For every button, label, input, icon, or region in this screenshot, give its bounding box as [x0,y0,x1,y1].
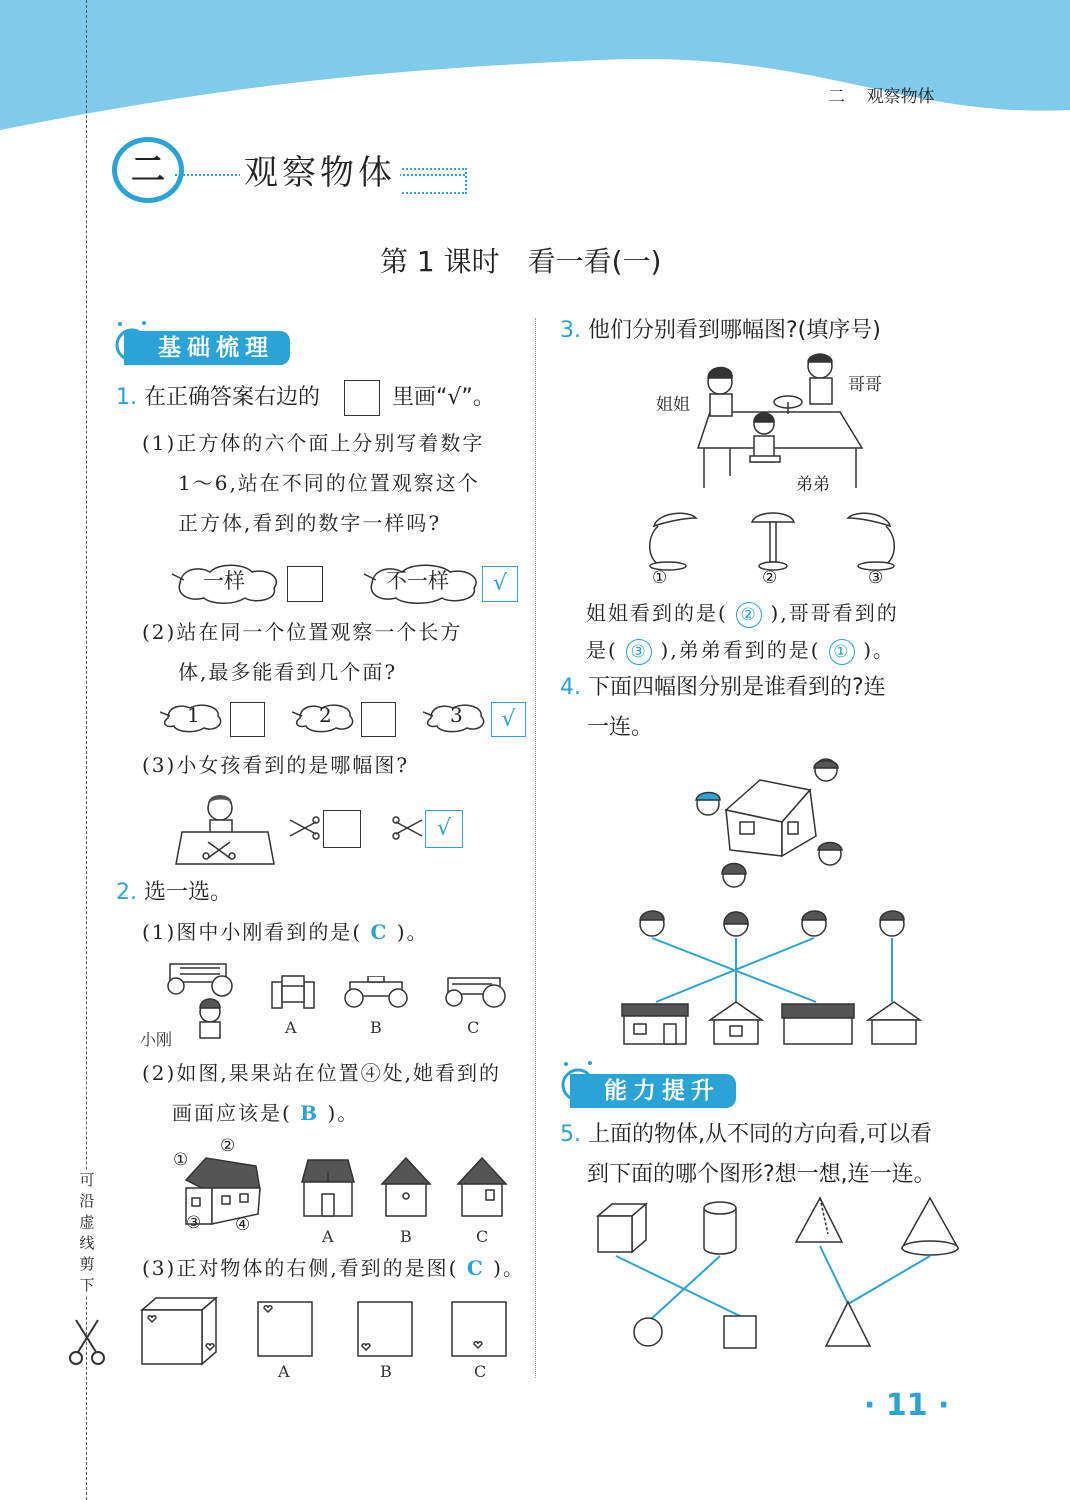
q3-prompt [560,316,881,346]
q2-pos2: ② [220,1136,236,1156]
q3-answer-line2 [586,630,895,670]
header-section-title: 观察物体 [866,87,935,107]
cube-illustration [140,1296,218,1368]
square-view-c-illustration [450,1300,508,1358]
q2-p1-text-a: (1)图中小刚看到的是( [142,920,363,944]
q5-line2: 到下面的哪个图形?想一想,连一连。 [587,1162,936,1187]
q4-house-view-3-illustration [780,1002,856,1046]
q3-small-brother-label: 弟弟 [796,475,830,495]
q1-prompt-box [344,380,380,416]
q1-p2-option-2: 2 [319,703,332,727]
q4-line2: 一连。 [587,715,654,740]
lamp-view-1-illustration [644,508,704,572]
q4-house-view-1-illustration [620,1002,690,1046]
header-wave [0,0,1070,135]
q1-prompt-b: 里画“√”。 [392,385,495,410]
q2-p2-answer: B [300,1101,320,1125]
q2-p1-label-b: B [370,1018,382,1037]
q3-lamp-label-3: ③ [868,568,884,588]
lamp-view-3-illustration [840,508,900,572]
q1-p2-box-1[interactable] [230,702,265,737]
q2-p2-label-b: B [400,1227,412,1246]
header-section-number: 二 [828,87,845,107]
q1-p1-check: √ [492,571,508,596]
house-kids-illustration [680,750,860,890]
square-view-a-illustration [256,1300,314,1358]
q3-answer-small-brother: ① [829,639,855,665]
q2-number: 2. [116,880,137,905]
house-view-b-illustration [380,1156,432,1220]
q2-pos4: ④ [235,1215,251,1235]
q2-p3-label-a: A [278,1362,290,1381]
scissors-option-b-icon [390,816,426,840]
table-scene-illustration [690,352,870,498]
q1-prompt-a: 在正确答案右边的 [144,385,321,410]
q2-p2-line2 [172,1093,359,1133]
q1-p2-option-1: 1 [187,703,200,727]
tractor-view-b-illustration [338,976,414,1010]
q4-line1-text: 下面四幅图分别是谁看到的?连 [588,675,886,700]
q2-p3-answer: C [466,1256,485,1280]
q2-title-text: 选一选。 [144,880,233,905]
q1-p1-box-different[interactable] [482,566,518,602]
scissors-icon [68,1318,106,1366]
q1-p3-check: √ [436,816,452,841]
q2-p3 [142,1248,525,1288]
q2-p1 [142,912,429,952]
q2-p1-label-c: C [467,1018,480,1037]
q5-line1-text: 上面的物体,从不同的方向看,可以看 [588,1122,932,1147]
q1-p3-line1: (3)小女孩看到的是哪幅图? [142,753,410,777]
q1-p2-box-2[interactable] [361,702,396,737]
cut-text: 可沿虚线剪下 [76,1170,98,1296]
q1-p2-option-3: 3 [450,703,463,727]
q3-lamp-label-2: ② [762,568,778,588]
q1-p1-line1: (1)正方体的六个面上分别写着数字 [142,431,485,455]
q1-prompt [116,383,320,413]
q3-lamp-label-1: ① [652,568,668,588]
q1-p1-line3: 正方体,看到的数字一样吗? [178,511,442,535]
page-number: · 11 · [864,1388,950,1423]
scissors-option-a-icon [286,816,322,840]
q1-p3-box-a[interactable] [323,810,361,848]
q1-p2-check: √ [501,707,516,732]
q1-number: 1. [116,385,137,410]
q2-p3-label-c: C [474,1362,487,1381]
q2-p2-line1: (2)如图,果果站在位置④处,她看到的 [142,1061,502,1085]
q3-line2-text-b: ),弟弟看到的是( [660,638,821,662]
q2-p1-answer: C [370,920,389,944]
q5-solids-illustration [590,1196,960,1356]
lamp-view-2-illustration [748,508,798,572]
q2-p2-text-b: )。 [327,1101,360,1125]
q2-p2-label-a: A [322,1227,334,1246]
q2-p1-person-label: 小刚 [140,1030,173,1049]
q5-number: 5. [560,1122,581,1147]
girl-at-table-illustration [172,790,278,868]
unit-title-frame [395,168,467,194]
q3-number: 3. [560,318,581,343]
q1-p1-option-different: 不一样 [386,569,449,593]
house-view-a-illustration [300,1158,356,1220]
unit-number: 二 [131,150,165,190]
q4-line1 [560,673,886,703]
q3-answer-line1 [586,593,899,633]
tractor-view-c-illustration [436,972,512,1010]
q3-line2-text-a: 是( [586,638,618,662]
q1-p2-box-3[interactable] [491,702,526,737]
tractor-view-a-illustration [268,972,318,1012]
section-basic-label: 基础梳理 [124,331,290,365]
q3-sister-label: 姐姐 [656,395,690,415]
q3-line2-text-c: )。 [863,638,896,662]
square-view-b-illustration [356,1300,414,1358]
q1-p1-option-same: 一样 [203,569,245,593]
q2-title [116,878,232,908]
q1-p2-line2: 体,最多能看到几个面? [178,660,398,684]
q4-match-lines [620,930,920,1010]
q4-house-view-4-illustration [866,1000,922,1046]
header-chapter [828,82,935,107]
q5-line1 [560,1120,932,1150]
q2-p2-text-a: 画面应该是( [172,1101,292,1125]
q3-big-brother-label: 哥哥 [848,375,882,395]
q1-p2-line1: (2)站在同一个位置观察一个长方 [142,620,463,644]
q2-p3-label-b: B [380,1362,392,1381]
q2-p1-label-a: A [285,1018,297,1037]
section-advanced-label: 能力提升 [570,1074,736,1108]
q2-p2-label-c: C [476,1227,489,1246]
lesson-title: 第 1 课时 看一看(一) [380,245,662,278]
q1-p3-box-b[interactable] [425,810,463,848]
q3-answer-big-brother: ③ [626,639,652,665]
q2-pos1: ① [173,1150,189,1170]
q2-p3-text-a: (3)正对物体的右侧,看到的是图( [142,1256,459,1280]
q3-prompt-text: 他们分别看到哪幅图?(填序号) [588,318,881,343]
q1-p1-line2: 1～6,站在不同的位置观察这个 [178,471,480,495]
q3-line1-text-b: ),哥哥看到的 [770,601,899,625]
q3-answer-sister: ② [736,602,762,628]
q4-number: 4. [560,675,581,700]
unit-title: 观察物体 [240,145,400,194]
house-view-c-illustration [456,1156,508,1220]
q3-line1-text-a: 姐姐看到的是( [586,601,728,625]
q1-p1-box-same[interactable] [287,566,323,602]
column-divider [535,318,536,1378]
q4-house-view-2-illustration [708,1000,764,1046]
q2-pos3: ③ [186,1213,202,1233]
q2-p3-text-b: )。 [493,1256,525,1280]
q2-p1-text-b: )。 [396,920,429,944]
unit-badge [112,137,184,203]
